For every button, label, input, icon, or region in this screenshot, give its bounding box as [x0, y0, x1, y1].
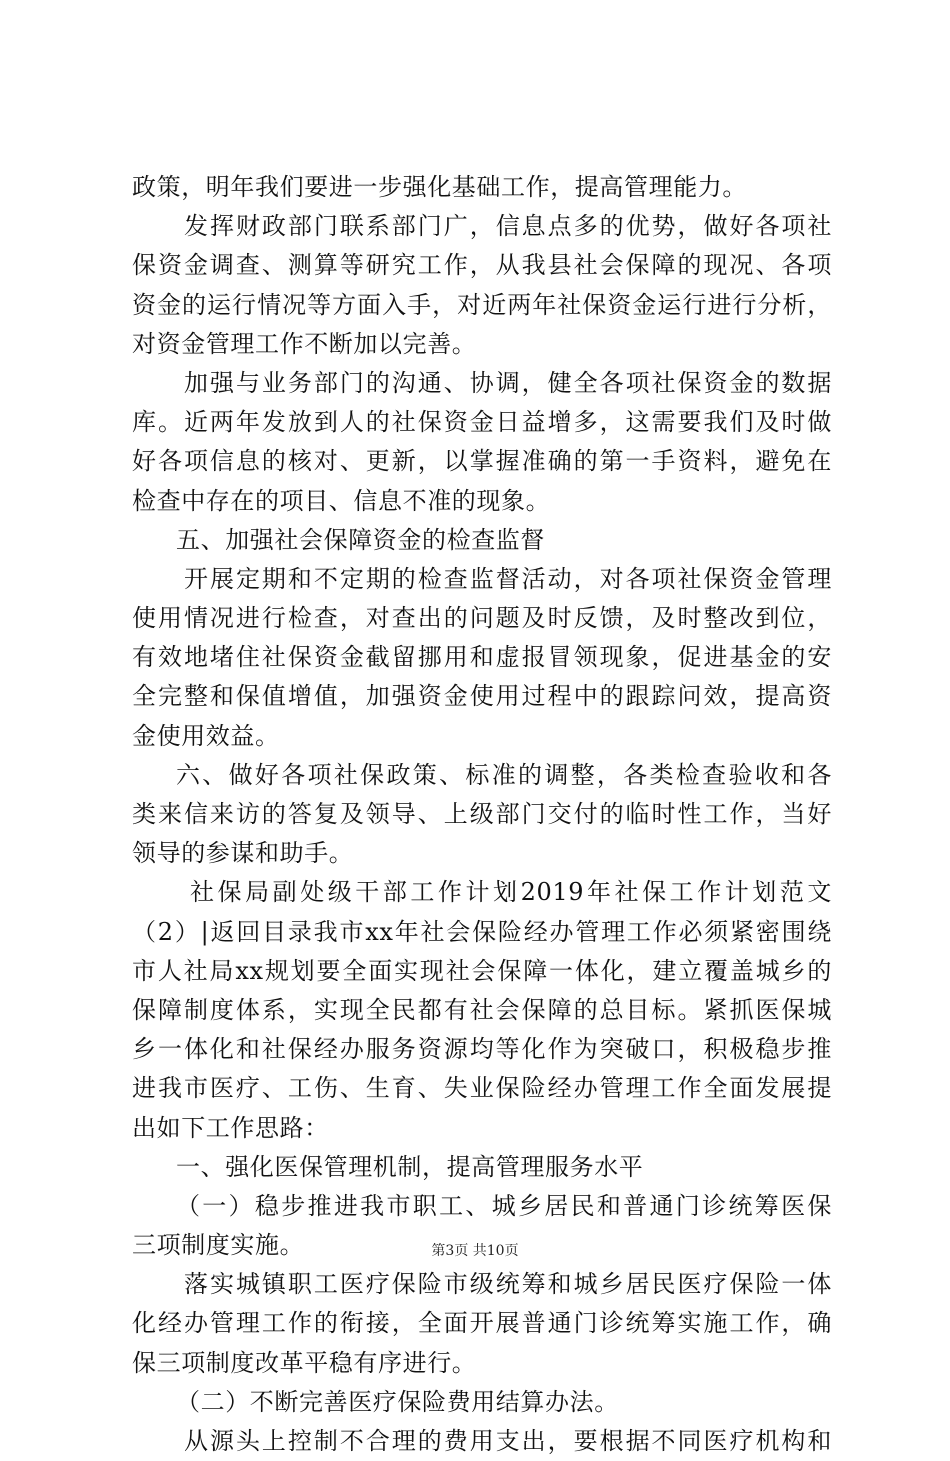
- text-line: 加强与业务部门的沟通、协调，健全各项社保资金的数据: [184, 368, 832, 397]
- text-line: 三项制度实施。: [132, 1231, 305, 1260]
- text-line: 出如下工作思路：: [132, 1113, 329, 1142]
- text-line: 好各项信息的核对、更新，以掌握准确的第一手资料，避免在: [132, 447, 832, 476]
- text-line: 全完整和保值增值，加强资金使用过程中的跟踪问效，提高资: [132, 682, 832, 711]
- text-line: 检查中存在的项目、信息不准的现象。: [132, 486, 551, 515]
- text-line: 政策，明年我们要进一步强化基础工作，提高管理能力。: [132, 173, 747, 201]
- text-line: 金使用效益。: [132, 721, 280, 750]
- text-line: 化经办管理工作的衔接，全面开展普通门诊统筹实施工作，确: [132, 1309, 832, 1338]
- text-line: 发挥财政部门联系部门广，信息点多的优势，做好各项社: [184, 212, 832, 241]
- text-line: 六、做好各项社保政策、标准的调整，各类检查验收和各: [176, 760, 832, 789]
- text-line: 保资金调查、测算等研究工作，从我县社会保障的现况、各项: [132, 251, 832, 280]
- text-line: 社保局副处级干部工作计划2019年社保工作计划范文: [190, 878, 832, 907]
- text-line: 使用情况进行检查，对查出的问题及时反馈，及时整改到位，: [132, 604, 832, 633]
- text-line: 乡一体化和社保经办服务资源均等化作为突破口，积极稳步推: [132, 1035, 832, 1064]
- text-line: （2）|返回目录我市xx年社会保险经办管理工作必须紧密围绕: [132, 917, 832, 946]
- text-line: 市人社局xx规划要全面实现社会保障一体化，建立覆盖城乡的: [132, 956, 832, 985]
- text-line: （二）不断完善医疗保险费用结算办法。: [176, 1387, 619, 1416]
- text-line: 有效地堵住社保资金截留挪用和虚报冒领现象，促进基金的安: [132, 643, 832, 672]
- text-line: 领导的参谋和助手。: [132, 839, 354, 868]
- document-body: [132, 168, 832, 1461]
- text-line: 落实城镇职工医疗保险市级统筹和城乡居民医疗保险一体: [184, 1270, 832, 1299]
- text-line: 从源头上控制不合理的费用支出，要根据不同医疗机构和: [184, 1427, 832, 1455]
- page-footer: 第3页 共10页: [431, 1243, 519, 1259]
- text-line: 保障制度体系，实现全民都有社会保障的总目标。紧抓医保城: [132, 995, 832, 1024]
- text-line: 保三项制度改革平稳有序进行。: [132, 1348, 477, 1377]
- text-line: 一、强化医保管理机制，提高管理服务水平: [176, 1152, 644, 1181]
- text-line: 库。近两年发放到人的社保资金日益增多，这需要我们及时做: [132, 408, 832, 437]
- text-line: （一）稳步推进我市职工、城乡居民和普通门诊统筹医保: [176, 1191, 832, 1220]
- text-line: 资金的运行情况等方面入手，对近两年社保资金运行进行分析，: [132, 290, 832, 319]
- text-line: 对资金管理工作不断加以完善。: [132, 329, 477, 358]
- text-line: 类来信来访的答复及领导、上级部门交付的临时性工作，当好: [132, 800, 832, 828]
- text-line: 进我市医疗、工伤、生育、失业保险经办管理工作全面发展提: [132, 1074, 832, 1103]
- text-line: 五、加强社会保障资金的检查监督: [176, 525, 545, 554]
- text-line: 开展定期和不定期的检查监督活动，对各项社保资金管理: [184, 564, 832, 593]
